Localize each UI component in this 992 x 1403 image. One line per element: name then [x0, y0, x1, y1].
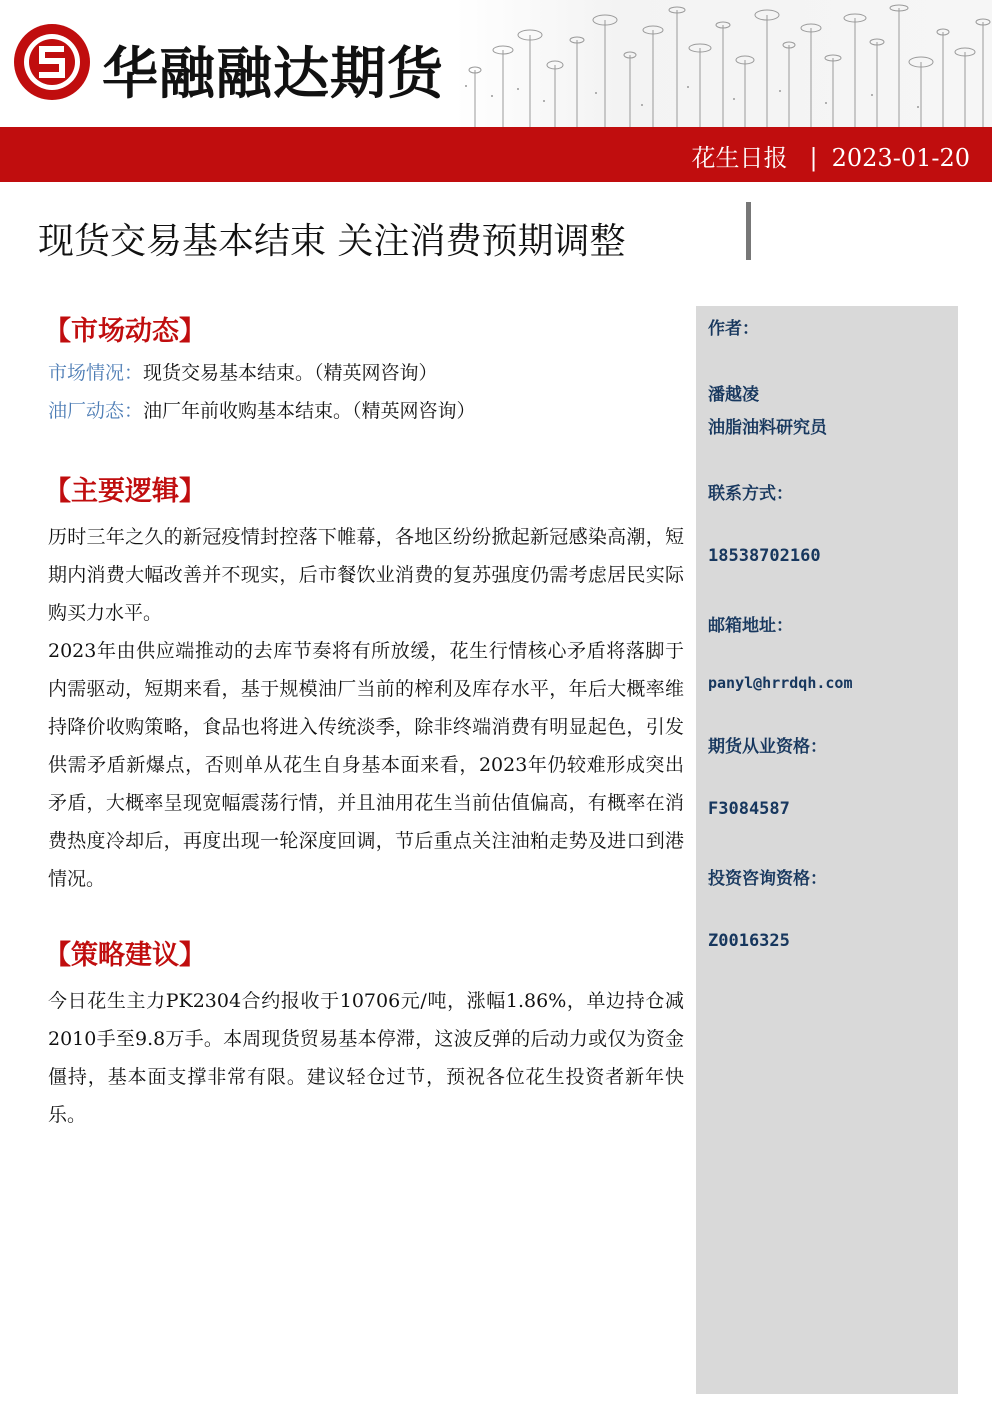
market-item-label: 市场情况：	[48, 362, 144, 384]
strategy-title: 【策略建议】	[44, 940, 206, 971]
logic-paragraph: 2023年由供应端推动的去库节奏将有所放缓，花生行情核心矛盾将落脚于内需驱动，短期来看，基于规模油厂当前的榨利及库存水平，年后大概率维持降价收购策略，食品也将进入传统淡季，除非终端消费有明显起色，引发供需矛盾新爆点，否则单从花生自身基本面来看，2023年仍较难形成突出矛盾，大概率呈现宽幅震荡行情，并且油用花生当前估值偏高，有概率在消费热度冷却后，再度出现一轮深度回调，节后重点关注油粕走势及进口到港情况。	[48, 640, 684, 890]
brand-name: 华融融达期货	[102, 42, 444, 107]
company-logo-icon	[12, 22, 92, 102]
report-date: 2023-01-20	[831, 144, 970, 172]
report-headline: 现货交易基本结束 关注消费预期调整	[38, 221, 626, 262]
strategy-section	[44, 934, 684, 1134]
author-title: 油脂油料研究员	[708, 418, 827, 438]
market-item-label: 油厂动态：	[48, 400, 144, 422]
author-name: 潘越凌	[708, 385, 759, 405]
strategy-paragraph: 今日花生主力PK2304合约报收于10706元/吨，涨幅1.86%，单边持仓减2010手至9.8万手。本周现货贸易基本停滞，这波反弹的后动力或仅为资金僵持，基本面支撑非常有限。建议轻仓过节，预祝各位花生投资者新年快乐。	[48, 990, 684, 1126]
logic-section	[44, 470, 684, 898]
futures-qual-id: F3084587	[708, 799, 790, 819]
logo	[12, 22, 452, 112]
author-sidebar	[696, 306, 958, 1394]
market-item-text: 现货交易基本结束。（精英网咨询）	[143, 362, 438, 384]
main-content	[44, 310, 684, 1134]
report-type: 花生日报	[691, 144, 788, 172]
report-meta	[692, 138, 970, 173]
phone-number: 18538702160	[708, 546, 821, 566]
headline-divider	[746, 202, 751, 260]
email-label: 邮箱地址：	[708, 616, 793, 636]
futures-qual-label: 期货从业资格：	[708, 737, 827, 757]
logic-title: 【主要逻辑】	[44, 476, 206, 507]
consult-qual-label: 投资咨询资格：	[708, 869, 827, 889]
logic-paragraph: 历时三年之久的新冠疫情封控落下帷幕，各地区纷纷掀起新冠感染高潮，短期内消费大幅改善并不现实，后市餐饮业消费的复苏强度仍需考虑居民实际购买力水平。	[48, 526, 684, 624]
header-bar	[0, 127, 992, 182]
market-item-text: 油厂年前收购基本结束。（精英网咨询）	[143, 400, 476, 422]
contact-label: 联系方式：	[708, 484, 793, 504]
email-address: panyl@hrrdqh.com	[708, 674, 853, 692]
header-separator: |	[809, 144, 818, 172]
market-section	[44, 310, 684, 430]
market-item	[48, 354, 684, 392]
author-label: 作者：	[708, 319, 759, 339]
decorative-pattern	[455, 0, 992, 127]
market-title: 【市场动态】	[44, 316, 206, 347]
consult-qual-id: Z0016325	[708, 931, 790, 951]
market-item	[48, 392, 684, 430]
